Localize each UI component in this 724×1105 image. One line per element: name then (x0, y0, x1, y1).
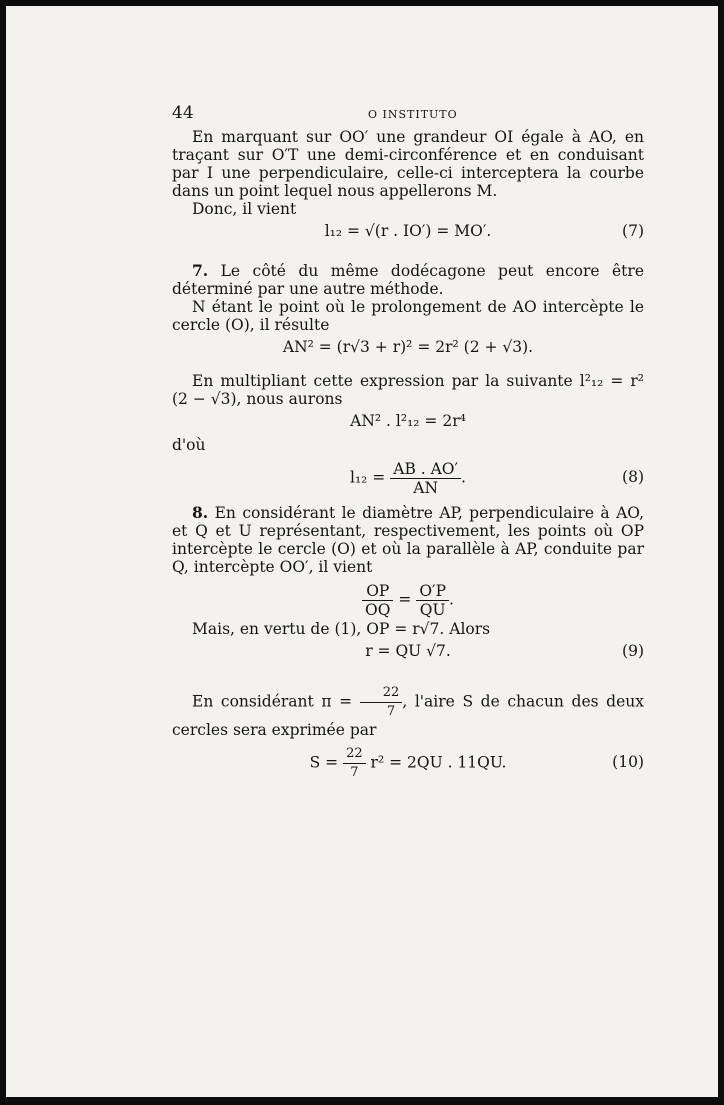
equation-7 (172, 218, 644, 246)
equation-10-lhs: S = (309, 753, 339, 772)
running-head (172, 104, 644, 128)
section-8-number: 8. (192, 503, 209, 522)
ratio-equals: = (398, 590, 412, 609)
pi-denominator: 7 (386, 704, 396, 719)
equation-9-formula: r = QU √7. (365, 642, 451, 660)
equation-10-tail: r² = 2QU . 11QU. (370, 753, 507, 772)
equation-8-tail: . (461, 468, 466, 487)
equation-8-formula (172, 460, 644, 497)
equation-an-squared-formula: AN² = (r√3 + r)² = 2r² (2 + √3). (282, 338, 534, 356)
equation-ratio-formula (172, 582, 644, 619)
page-content (172, 104, 644, 783)
ratio-numerator-2: O′P (416, 582, 449, 601)
equation-9 (172, 638, 644, 666)
equation-8-number: (8) (622, 468, 644, 486)
section-7-text: Le côté du même dodécagone peut encore être déterminé par une autre méthode. (172, 262, 644, 298)
paragraph-mais: Mais, en vertu de (1), OP = r√7. Alors (192, 620, 491, 638)
equation-7-formula: l₁₂ = √(r . IO′) = MO′. (324, 222, 492, 240)
section-8-text: En considérant le diamètre AP, perpendiculaire à AO, et Q et U représentant, respectivement, les points où OP intercèpte le cercle (O) et où la parallèle à AP, conduite par Q, intercèpte OO′, il vient (172, 504, 645, 576)
paragraph-multiplying: En multipliant cette expression par la suivante l²₁₂ = r² (2 − √3), nous aurons (172, 372, 644, 408)
section-7-number: 7. (192, 261, 209, 280)
paragraph-pi-start: En considérant π = (192, 692, 353, 711)
ratio-fraction-1 (362, 582, 393, 619)
equation-8-lhs: l₁₂ = (350, 468, 386, 487)
ratio-denominator-1: OQ (365, 601, 391, 619)
paragraph-pi (172, 684, 644, 739)
paragraph-n-point: N étant le point où le prolongement de AO intercèpte le cercle (O), il résulte (172, 298, 644, 334)
paragraph-dou: d'où (172, 436, 206, 454)
section-8 (172, 504, 644, 576)
equation-10-number: (10) (612, 753, 644, 771)
equation-ratio (172, 576, 644, 620)
ratio-numerator-1: OP (362, 582, 393, 601)
pi-fraction (360, 684, 403, 721)
equation-8-denominator: AN (413, 479, 439, 497)
equation-an-squared-l (172, 408, 644, 436)
equation-10-fraction (343, 745, 366, 782)
equation-an-squared (172, 334, 644, 362)
ratio-denominator-2: QU (419, 601, 446, 619)
ratio-tail: . (449, 590, 454, 609)
equation-8 (172, 454, 644, 498)
page (6, 6, 718, 1097)
equation-10-denominator: 7 (350, 765, 359, 780)
pi-numerator: 22 (360, 684, 403, 703)
paragraph-donc: Donc, il vient (192, 200, 297, 218)
equation-7-number: (7) (622, 222, 644, 240)
equation-10-formula (172, 745, 644, 782)
ratio-fraction-2 (416, 582, 449, 619)
equation-8-numerator: AB . AO′ (390, 460, 461, 479)
equation-8-fraction (390, 460, 461, 497)
equation-an-squared-l-formula: AN² . l²₁₂ = 2r⁴ (350, 412, 466, 430)
equation-9-number: (9) (622, 642, 644, 660)
paragraph-pi-end: , l'aire S de chacun des deux cercles sera exprimée par (172, 692, 644, 739)
equation-10 (172, 739, 644, 783)
page-number: 44 (172, 103, 194, 123)
journal-title: O INSTITUTO (368, 108, 458, 121)
paragraph-marking: En marquant sur OO′ une grandeur OI égale à AO, en traçant sur O′T une demi-circonférence et en conduisant par I une perpendiculaire, celle-ci interceptera la courbe dans un point lequel nous appellerons M. (172, 128, 644, 200)
equation-10-numerator: 22 (343, 745, 366, 764)
section-7 (172, 262, 644, 298)
